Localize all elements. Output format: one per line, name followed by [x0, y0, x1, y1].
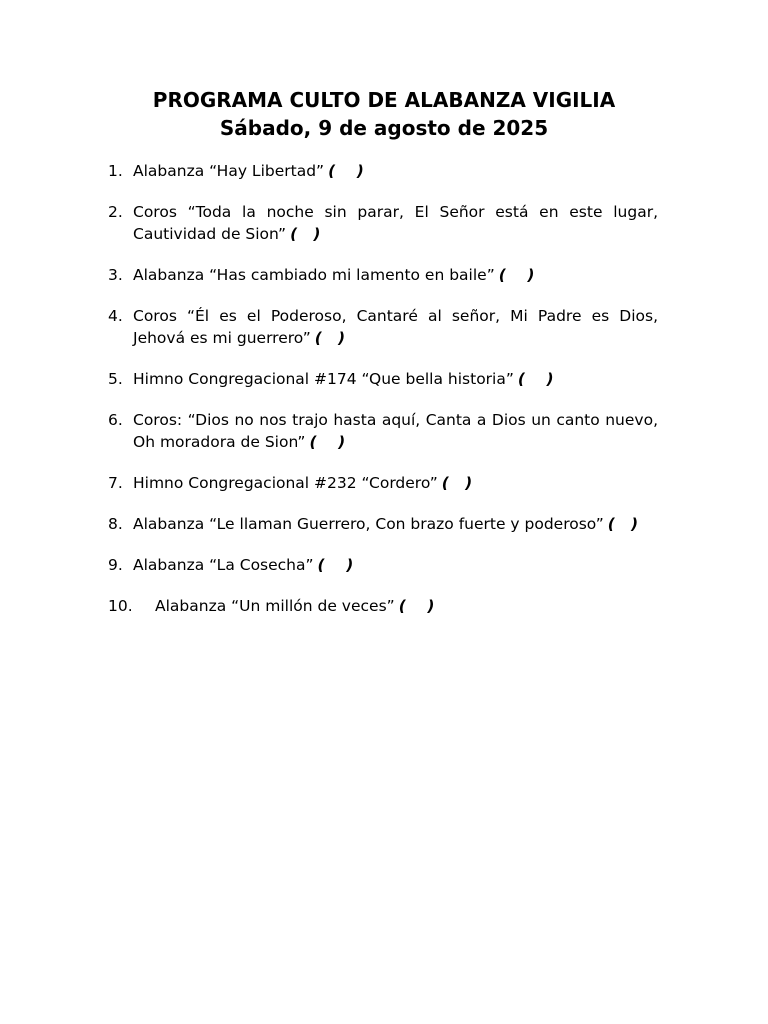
program-item-2 [108, 201, 658, 245]
program-item-7 [108, 472, 658, 494]
item-text: Alabanza “Le llaman Guerrero, Con brazo fuerte y poderoso” [133, 515, 604, 533]
item-mark: ( ) [517, 370, 554, 388]
program-item-1 [108, 160, 658, 182]
item-mark: ( ) [317, 556, 354, 574]
program-item-3 [108, 264, 658, 286]
program-item-9 [108, 554, 658, 576]
item-number: 8. [108, 515, 123, 533]
item-text: Alabanza “Hay Libertad” [133, 162, 325, 180]
item-text: Alabanza “La Cosecha” [133, 556, 314, 574]
item-number: 3. [108, 266, 123, 284]
document-title [0, 86, 768, 142]
item-number: 9. [108, 556, 123, 574]
program-item-4 [108, 305, 658, 349]
item-text: Alabanza “Un millón de veces” [155, 597, 395, 615]
item-number: 1. [108, 162, 123, 180]
item-text: Coros “Toda la noche sin parar, El Señor está en este lugar, Cautividad de Sion” [133, 203, 658, 243]
item-number: 4. [108, 307, 123, 325]
item-number: 2. [108, 203, 123, 221]
item-mark: ( ) [441, 474, 473, 492]
item-text: Himno Congregacional #232 “Cordero” [133, 474, 438, 492]
item-text: Coros: “Dios no nos trajo hasta aquí, Canta a Dios un canto nuevo, Oh moradora de Sion” [133, 411, 658, 451]
item-text: Coros “Él es el Poderoso, Cantaré al señor, Mi Padre es Dios, Jehová es mi guerrero” [133, 307, 658, 347]
item-text: Alabanza “Has cambiado mi lamento en baile” [133, 266, 495, 284]
item-mark: ( ) [498, 266, 535, 284]
item-mark: ( ) [607, 515, 639, 533]
program-item-6 [108, 409, 658, 453]
item-mark: ( ) [309, 433, 346, 451]
item-number: 5. [108, 370, 123, 388]
item-text: Himno Congregacional #174 “Que bella historia” [133, 370, 514, 388]
program-item-10 [108, 595, 658, 617]
title-line-1: PROGRAMA CULTO DE ALABANZA VIGILIA [152, 88, 616, 112]
item-number: 7. [108, 474, 123, 492]
title-line-2: Sábado, 9 de agosto de 2025 [219, 116, 549, 140]
program-item-8 [108, 513, 658, 535]
item-mark: ( ) [328, 162, 364, 180]
item-number: 6. [108, 411, 123, 429]
program-list [108, 160, 658, 636]
program-item-5 [108, 368, 658, 390]
item-mark: ( ) [314, 329, 346, 347]
item-number: 10. [108, 597, 133, 615]
item-mark: ( ) [398, 597, 435, 615]
item-mark: ( ) [290, 225, 321, 243]
